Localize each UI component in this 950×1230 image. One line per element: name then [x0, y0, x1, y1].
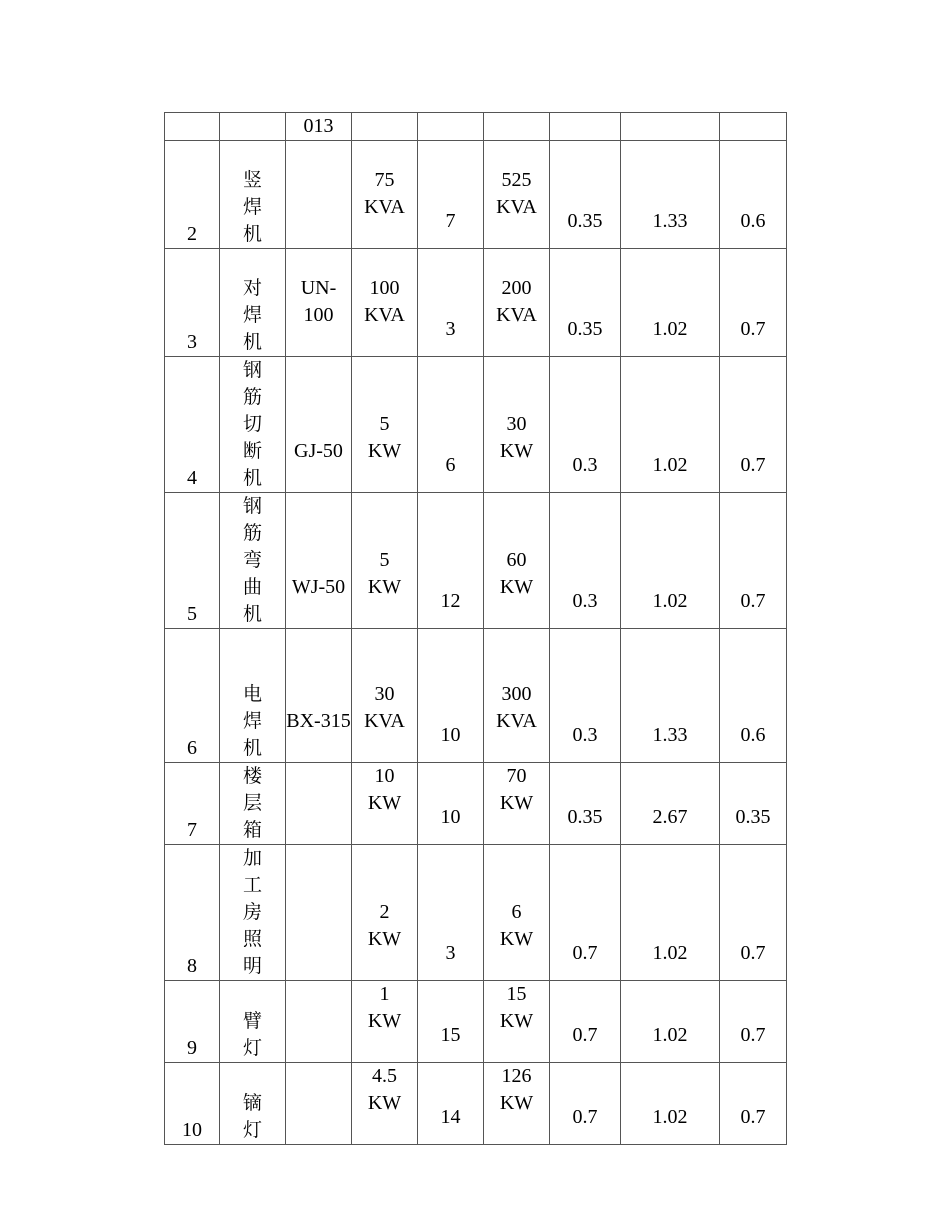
model: UN-100: [300, 277, 337, 326]
table-row: [165, 249, 787, 357]
cell-total: [484, 249, 550, 357]
equipment-load-table: [164, 112, 787, 1145]
table-row: [165, 845, 787, 981]
table-row: [165, 981, 787, 1063]
cell: [352, 113, 418, 141]
cell-model: [286, 249, 352, 357]
capacity-value: 5: [379, 549, 390, 571]
row-number: 10: [182, 1119, 202, 1141]
capacity-unit: KW: [367, 1092, 402, 1114]
capacity-unit: KW: [367, 928, 402, 950]
cell-qty: [418, 1063, 484, 1145]
capacity-unit: KW: [367, 440, 402, 462]
cell-cos: [720, 763, 787, 845]
cell: [418, 113, 484, 141]
capacity-unit: KVA: [364, 710, 405, 732]
row-number: 3: [187, 331, 197, 353]
tan-phi: 1.02: [652, 318, 688, 340]
total-unit: KW: [499, 928, 534, 950]
cell-capacity: [352, 493, 418, 629]
cell-name: [220, 845, 286, 981]
total-unit: KVA: [496, 710, 537, 732]
cell-tan: [621, 763, 720, 845]
model: GJ-50: [294, 440, 343, 462]
cell-kx: [550, 845, 621, 981]
quantity: 7: [445, 210, 456, 232]
cell-cos: [720, 141, 787, 249]
cos-phi: 0.7: [740, 590, 766, 612]
total-value: 60: [506, 549, 527, 571]
tan-phi: 1.33: [652, 724, 688, 746]
table-row: [165, 141, 787, 249]
capacity-value: 75: [374, 169, 395, 191]
table-row: [165, 357, 787, 493]
table-row-top: [165, 113, 787, 141]
equipment-name: 加工房照明: [243, 847, 263, 977]
cell-capacity: [352, 845, 418, 981]
equipment-name: 钢筋切断机: [243, 359, 263, 489]
cell-tan: [621, 141, 720, 249]
cell-total: [484, 493, 550, 629]
total-value: 70: [506, 765, 527, 787]
cell-no: [165, 981, 220, 1063]
cos-phi: 0.35: [735, 806, 771, 828]
cell-kx: [550, 249, 621, 357]
cell-no: [165, 357, 220, 493]
total-unit: KVA: [496, 304, 537, 326]
cell-name: [220, 141, 286, 249]
cell-capacity: [352, 141, 418, 249]
cell-cos: [720, 845, 787, 981]
total-value: 15: [506, 983, 527, 1005]
cell-capacity: [352, 981, 418, 1063]
demand-coefficient: 0.3: [572, 724, 598, 746]
cell-tan: [621, 493, 720, 629]
cell-capacity: [352, 629, 418, 763]
cos-phi: 0.7: [740, 318, 766, 340]
cell-model: [286, 1063, 352, 1145]
cell-name: [220, 357, 286, 493]
cell-model: [286, 629, 352, 763]
cell-kx: [550, 493, 621, 629]
cell-model: [286, 981, 352, 1063]
tan-phi: 2.67: [652, 806, 688, 828]
cos-phi: 0.7: [740, 942, 766, 964]
cell-kx: [550, 357, 621, 493]
equipment-name: 电焊机: [243, 683, 263, 759]
cell-name: [220, 763, 286, 845]
cell-total: [484, 357, 550, 493]
quantity: 15: [440, 1024, 461, 1046]
total-value: 30: [506, 413, 527, 435]
tan-phi: 1.02: [652, 942, 688, 964]
cell-model-fragment: 013: [286, 113, 352, 141]
cell-capacity: [352, 249, 418, 357]
cell: [720, 113, 787, 141]
cell-kx: [550, 141, 621, 249]
equipment-name: 楼层箱: [243, 765, 263, 841]
capacity-value: 5: [379, 413, 390, 435]
total-unit: KW: [499, 576, 534, 598]
quantity: 3: [445, 942, 456, 964]
cell-cos: [720, 629, 787, 763]
cell-cos: [720, 981, 787, 1063]
cell-total: [484, 629, 550, 763]
cell-model: [286, 763, 352, 845]
capacity-unit: KW: [367, 1010, 402, 1032]
cell-cos: [720, 357, 787, 493]
demand-coefficient: 0.3: [572, 590, 598, 612]
row-number: 5: [187, 603, 197, 625]
equipment-name: 竖焊机: [243, 169, 263, 245]
capacity-value: 30: [374, 683, 395, 705]
quantity: 6: [445, 454, 456, 476]
total-unit: KW: [499, 1010, 534, 1032]
cell-model: [286, 357, 352, 493]
cell-name: [220, 629, 286, 763]
table-row: [165, 763, 787, 845]
total-unit: KW: [499, 1092, 534, 1114]
row-number: 7: [187, 819, 197, 841]
cell-name: [220, 981, 286, 1063]
tan-phi: 1.02: [652, 1024, 688, 1046]
capacity-unit: KW: [367, 792, 402, 814]
cos-phi: 0.7: [740, 1106, 766, 1128]
equipment-name: 对焊机: [243, 277, 263, 353]
cell-qty: [418, 357, 484, 493]
cell-total: [484, 845, 550, 981]
cell-kx: [550, 981, 621, 1063]
cell-kx: [550, 629, 621, 763]
cell-qty: [418, 629, 484, 763]
cell-tan: [621, 981, 720, 1063]
cell-no: [165, 249, 220, 357]
capacity-value: 10: [374, 765, 395, 787]
cell-name: [220, 493, 286, 629]
quantity: 10: [440, 806, 461, 828]
total-value: 300: [501, 683, 532, 705]
cell: [220, 113, 286, 141]
cell-qty: [418, 249, 484, 357]
cell-capacity: [352, 357, 418, 493]
cos-phi: 0.6: [740, 210, 766, 232]
table-row: [165, 493, 787, 629]
cell-total: [484, 763, 550, 845]
cell-total: [484, 981, 550, 1063]
cos-phi: 0.6: [740, 724, 766, 746]
capacity-value: 1: [379, 983, 390, 1005]
cell-total: [484, 1063, 550, 1145]
cell-no: [165, 493, 220, 629]
total-value: 126: [501, 1065, 532, 1087]
cell-no: [165, 141, 220, 249]
cell: [484, 113, 550, 141]
total-value: 6: [511, 901, 522, 923]
equipment-name: 镝灯: [243, 1092, 263, 1141]
cell-qty: [418, 763, 484, 845]
demand-coefficient: 0.3: [572, 454, 598, 476]
cell-cos: [720, 249, 787, 357]
capacity-unit: KW: [367, 576, 402, 598]
cell-qty: [418, 493, 484, 629]
quantity: 12: [440, 590, 461, 612]
cell-capacity: [352, 1063, 418, 1145]
tan-phi: 1.02: [652, 454, 688, 476]
cell-qty: [418, 981, 484, 1063]
cell-tan: [621, 845, 720, 981]
equipment-name: 臂灯: [243, 1010, 263, 1059]
quantity: 3: [445, 318, 456, 340]
table-row: [165, 1063, 787, 1145]
capacity-unit: KVA: [364, 196, 405, 218]
cell-no: [165, 845, 220, 981]
cell: [550, 113, 621, 141]
tan-phi: 1.33: [652, 210, 688, 232]
table-row: [165, 629, 787, 763]
capacity-value: 4.5: [372, 1065, 397, 1087]
cell-kx: [550, 763, 621, 845]
cell-tan: [621, 249, 720, 357]
cell-qty: [418, 845, 484, 981]
quantity: 10: [440, 724, 461, 746]
row-number: 4: [187, 467, 197, 489]
cos-phi: 0.7: [740, 454, 766, 476]
cell-capacity: [352, 763, 418, 845]
equipment-name: 钢筋弯曲机: [243, 495, 263, 625]
capacity-value: 2: [379, 901, 390, 923]
demand-coefficient: 0.35: [567, 318, 603, 340]
total-unit: KW: [499, 792, 534, 814]
cell: [165, 113, 220, 141]
row-number: 6: [187, 737, 197, 759]
row-number: 8: [187, 955, 197, 977]
capacity-unit: KVA: [364, 304, 405, 326]
cell-name: [220, 1063, 286, 1145]
tan-phi: 1.02: [652, 590, 688, 612]
cell-no: [165, 629, 220, 763]
cos-phi: 0.7: [740, 1024, 766, 1046]
tan-phi: 1.02: [652, 1106, 688, 1128]
cell-name: [220, 249, 286, 357]
demand-coefficient: 0.7: [572, 942, 598, 964]
cell-tan: [621, 357, 720, 493]
total-value: 200: [501, 277, 532, 299]
total-value: 525: [501, 169, 532, 191]
total-unit: KW: [499, 440, 534, 462]
capacity-value: 100: [369, 277, 400, 299]
demand-coefficient: 0.35: [567, 210, 603, 232]
cell-qty: [418, 141, 484, 249]
cell-tan: [621, 629, 720, 763]
demand-coefficient: 0.7: [572, 1106, 598, 1128]
quantity: 14: [440, 1106, 461, 1128]
row-number: 2: [187, 223, 197, 245]
cell-kx: [550, 1063, 621, 1145]
cell-no: [165, 1063, 220, 1145]
cell-total: [484, 141, 550, 249]
demand-coefficient: 0.35: [567, 806, 603, 828]
model: BX-315: [286, 710, 351, 732]
cell-cos: [720, 1063, 787, 1145]
cell-model: [286, 493, 352, 629]
cell: [621, 113, 720, 141]
cell-tan: [621, 1063, 720, 1145]
cell-model: [286, 141, 352, 249]
cell-model: [286, 845, 352, 981]
cell-cos: [720, 493, 787, 629]
model: WJ-50: [291, 576, 346, 598]
total-unit: KVA: [496, 196, 537, 218]
row-number: 9: [187, 1037, 197, 1059]
cell-no: [165, 763, 220, 845]
demand-coefficient: 0.7: [572, 1024, 598, 1046]
